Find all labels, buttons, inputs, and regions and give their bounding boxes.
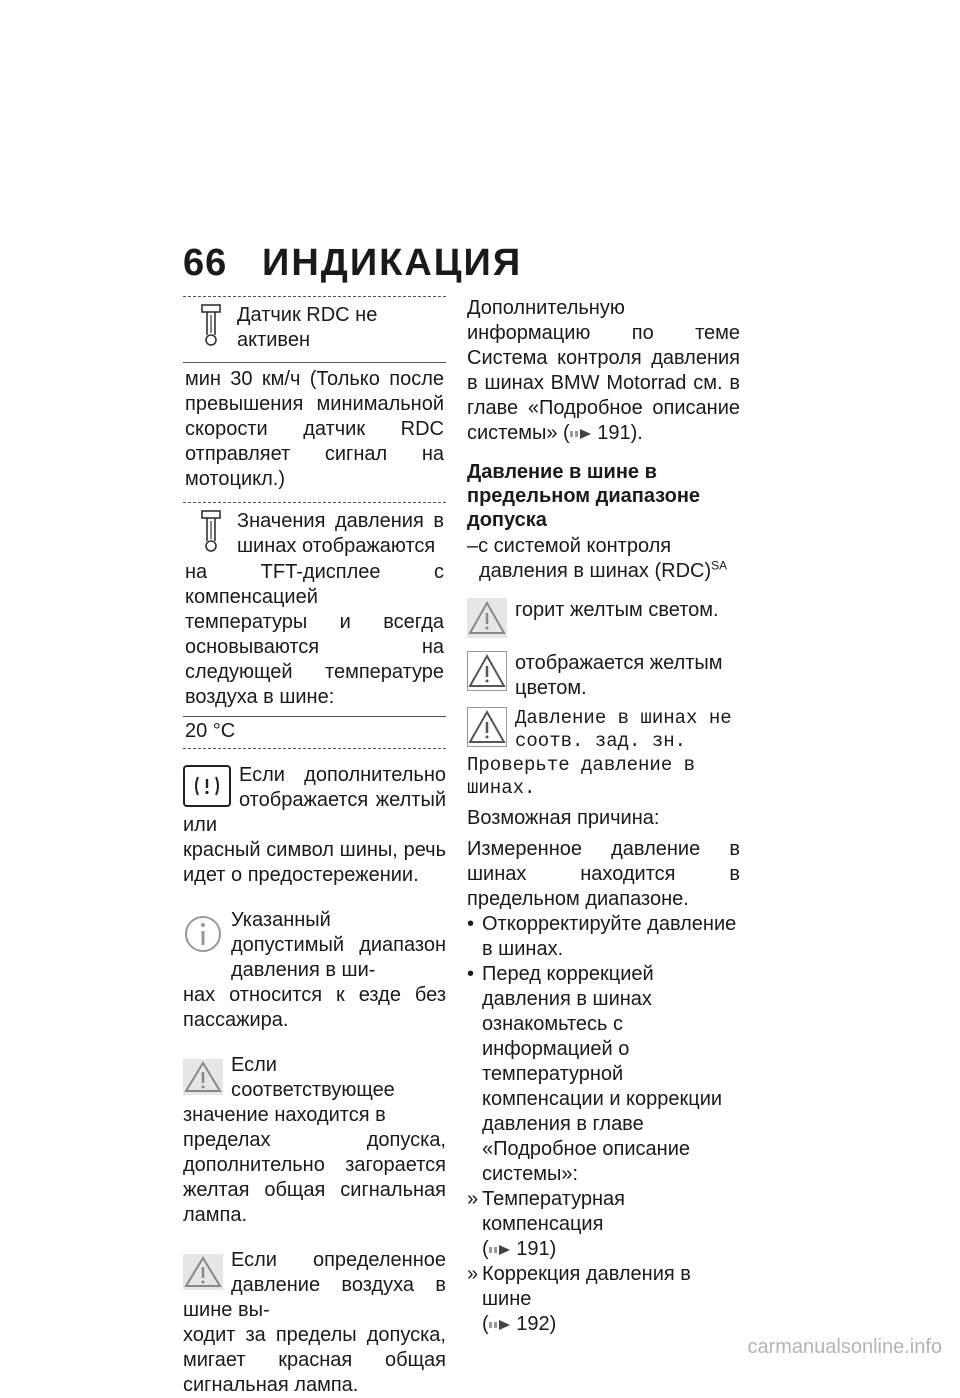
intro-reference-page: 191). [597, 422, 643, 444]
warning-triangle-icon [467, 598, 507, 645]
values-text-first: Значения давления в шинах отображаются [237, 510, 444, 557]
display-message-block [467, 707, 740, 800]
reference-page: 191) [516, 1238, 557, 1260]
warning-red-text-rest: ходит за пределы допуска, мигает красная общая сигнальная лампа. [183, 1324, 446, 1396]
tire-pressure-sensor-icon [199, 509, 223, 560]
page-title: ИНДИКАЦИЯ [262, 242, 523, 284]
list-item: • Перед коррекцией давления в шинах ознакомьтесь с информацией о температурной компенсации и коррекции давления в главе «Подробное описание системы»: [467, 962, 740, 1187]
right-column [467, 296, 740, 1337]
sensor-inactive-text-cell [183, 362, 446, 503]
info-icon [183, 914, 223, 961]
temperature-value: 20 °C [185, 720, 236, 742]
warning-yellow-block [183, 1053, 446, 1228]
condition-sup: SA [711, 558, 728, 573]
condition-line [467, 534, 740, 584]
yellow-light-text: горит желтым светом. [515, 599, 719, 621]
info-block [183, 908, 446, 1033]
display-message-rest: Проверьте давление в шинах. [467, 754, 696, 799]
action-list [467, 912, 740, 1187]
reference-label: Коррекция давления в шине [482, 1263, 691, 1310]
watermark: carmanualsonline.info [747, 1336, 942, 1358]
warning-red-text-first: Если определенное давление воздуха в шине вы- [183, 1249, 446, 1321]
tire-pressure-sensor-icon [199, 303, 223, 354]
warning-triangle-icon [183, 1254, 223, 1297]
sensor-inactive-block [183, 296, 446, 362]
cause-text: Измеренное давление в шинах находится в предельном диапазоне. [467, 838, 740, 910]
warning-yellow-text-rest: пределах допуска, дополнительно загорается желтая общая сигнальная лампа. [183, 1129, 446, 1226]
reference-label: Температурная компенсация [482, 1188, 626, 1235]
warning-red-block [183, 1248, 446, 1398]
values-text-rest: на TFT-дисплее с компенсацией температуры и всегда основываются на следующей температуре воздуха в шине: [185, 561, 444, 708]
cause-label: Возможная причина: [467, 807, 660, 829]
reference-arrow-icon [570, 428, 592, 440]
yellow-display-block [467, 651, 740, 701]
reference-link-temperature[interactable]: » Температурная компенсация ( 191) [467, 1187, 740, 1262]
intro-text: Дополнительную информацию по теме Система контроля давления в шинах BMW Motorrad см. в главе «Подробное описание системы» [467, 297, 740, 444]
intro-paragraph [467, 296, 740, 446]
yellow-display-text: отображается желтым цветом. [515, 652, 723, 699]
sensor-inactive-text: мин 30 км/ч (Только после превышения минимальной скорости датчик RDC отправляет сигнал на мотоцикл.) [185, 368, 444, 490]
reference-page: 192) [516, 1313, 557, 1335]
reference-arrow-icon [489, 1319, 511, 1331]
section-heading: Давление в шине в предельном диапазоне допуска [467, 461, 701, 531]
reference-list [467, 1187, 740, 1337]
list-item: • Откорректируйте давление в шинах. [467, 912, 740, 962]
info-text-first: Указанный допустимый диапазон давления в ши- [231, 909, 446, 981]
info-text-rest: нах относится к езде без пассажира. [183, 984, 446, 1031]
warning-triangle-icon [467, 651, 507, 698]
warning-triangle-icon [467, 707, 507, 754]
condition-text: –с системой контроля давления в шинах (RDC) [467, 535, 712, 582]
extra-symbol-text-rest: красный символ шины, речь идет о предостережении. [183, 839, 446, 886]
reference-arrow-icon [489, 1244, 511, 1256]
yellow-light-block [467, 598, 740, 645]
tire-warning-icon [183, 765, 231, 807]
extra-symbol-text-first: Если дополнительно отображается желтый или [183, 764, 446, 836]
page-number: 66 [183, 242, 228, 284]
extra-symbol-block [183, 763, 446, 888]
sensor-inactive-title: Датчик RDC не активен [237, 304, 378, 351]
display-message-first: Давление в шинах не соотв. зад. зн. [515, 707, 732, 752]
temperature-cell [183, 716, 446, 749]
warning-triangle-icon [183, 1059, 223, 1102]
left-column [183, 296, 446, 1398]
intro-reference[interactable]: ( 191). [563, 422, 643, 444]
warning-yellow-text-first: Если соответствующее значение находится в [183, 1054, 395, 1126]
values-block [183, 503, 446, 716]
reference-link-correction[interactable]: » Коррекция давления в шине ( 192) [467, 1262, 740, 1337]
